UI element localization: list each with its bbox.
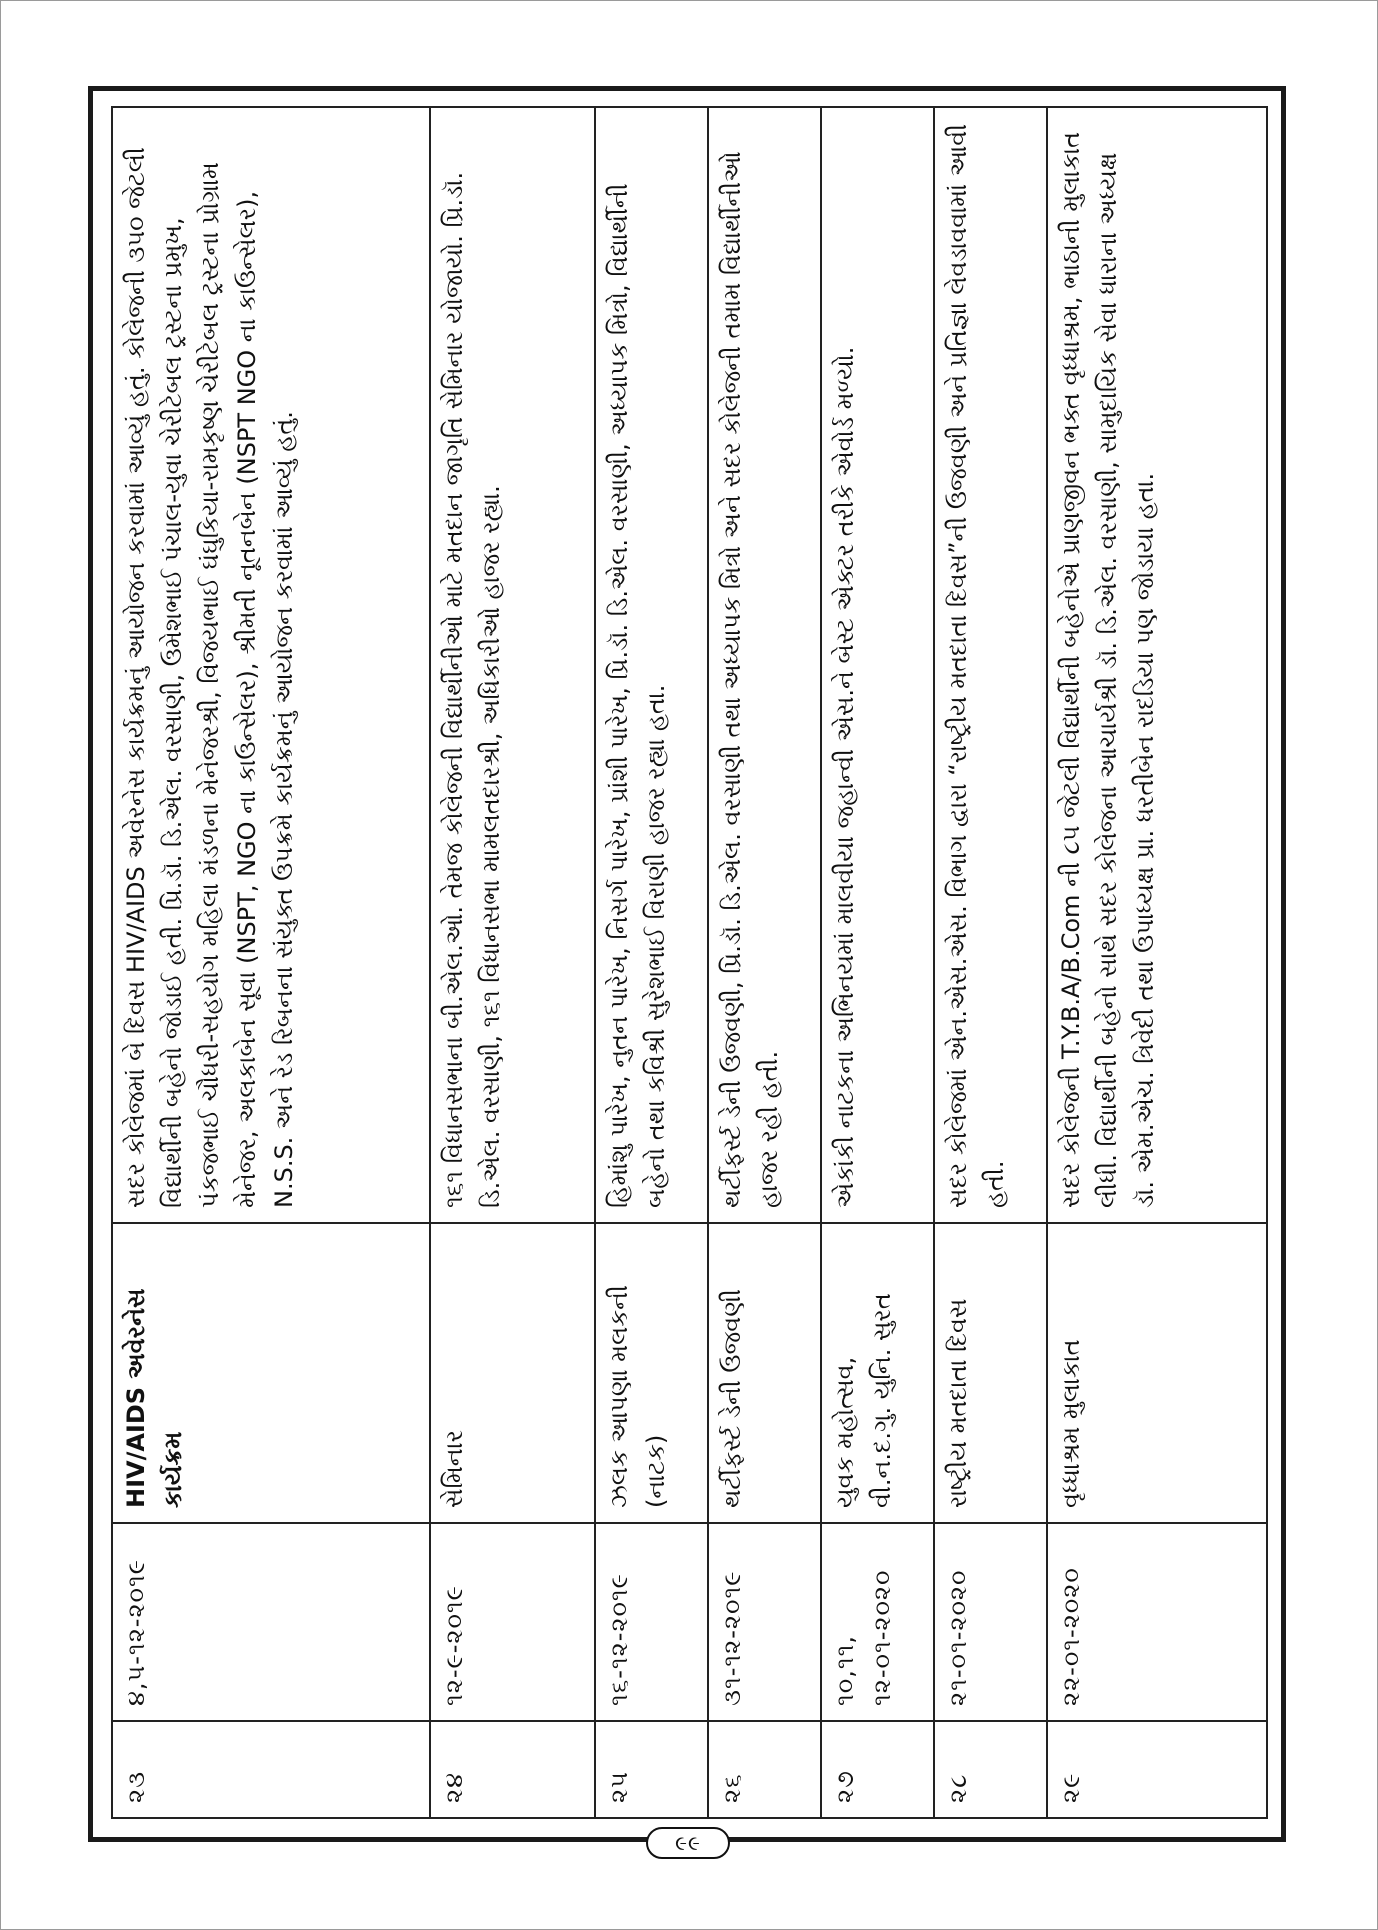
serial-number: ૨૯: [1047, 1721, 1267, 1818]
program-name-line: યુવક મહોત્સવ,: [831, 1356, 859, 1508]
table-row: [112, 107, 430, 1818]
event-date-line: ૧૦,૧૧,: [831, 1635, 859, 1706]
program-name: રાષ્ટ્રીય મતદાતા દિવસ: [934, 1223, 1047, 1523]
serial-number: ૨૬: [708, 1721, 821, 1818]
event-details: થર્ટીફર્સ્ટ ડેની ઉજવણી, પ્રિ.ડૉ. ડિ.એલ. વરસાણી તથા અધ્યાપક મિત્રો અને સદર કોલેજની તમામ વિદ્યાર્થીનીઓ હાજર રહી હતી.: [708, 107, 821, 1223]
serial-number: ૨૭: [821, 1721, 934, 1818]
program-name-text: HIV/AIDS અવેરનેસ કાર્યક્રમ: [122, 1288, 187, 1508]
serial-number: ૨૩: [112, 1721, 430, 1818]
table-row: [595, 107, 708, 1818]
event-details: હિમાંશુ પારેખ, નુતન પારેખ, નિસર્ગ પારેખ, પ્રાંશી પારેખ, પ્રિ.ડૉ. ડિ.એલ. વરસાણી, અધ્યાપક મિત્રો, વિદ્યાર્થીની બહેનો તથા કવિશ્રી સુરેશભાઈ વિરાણી હાજર રહ્યા હતા.: [595, 107, 708, 1223]
event-date: ૨૧-૦૧-૨૦૨૦: [934, 1523, 1047, 1721]
event-details: સદર કોલેજમાં બે દિવસ HIV/AIDS અવેરનેસ કાર્યક્રમનું આયોજન કરવામાં આવ્યું હતું. કોલેજની ૩૫૦ જેટલી વિદ્યાર્થીની બહેનો જોડાઈ હતી. પ્રિ.ડૉ. ડિ.એલ. વરસાણી, ઉમેશભાઈ પંચાલ-યુવા ચેરીટેબલ ટ્રસ્ટના પ્રમુખ, પંકજભાઈ ચૌધરી-સહયોગ મહિલા મંડળના મેનેજરશ્રી, વિજયભાઈ ઘંઘુકિયા-રામકૃષ્ણ ચેરીટેબલ ટ્રસ્ટના પ્રોગ્રામ મેનેજર, અલકાબેન સૂવા (NSPT, NGO ના કાઉન્સેલર), શ્રીમતી નૂતનબેન (NSPT NGO ના કાઉન્સેલર), N.S.S. અને રેડ રિબનના સંયુક્ત ઉપક્રમે કાર્યક્રમનું આયોજન કરવામાં આવ્યું હતું.: [112, 107, 430, 1223]
event-date: ૨૨-૦૧-૨૦૨૦: [1047, 1523, 1267, 1721]
event-details: ૧૬૧ વિધાનસભાના બી.એલ.ઓ. તેમજ કોલેજની વિદ્યાર્થીનીઓ માટે મતદાન જાગૃતિ સેમિનાર યોજાયો. પ્રિ.ડૉ. ડિ.એલ. વરસાણી, ૧૬૧ વિધાનસભા મામલતદારશ્રી, અધિકારીઓ હાજર રહ્યા.: [430, 107, 595, 1223]
serial-number: ૨૫: [595, 1721, 708, 1818]
event-date: ૪,૫-૧૨-૨૦૧૯: [112, 1523, 430, 1721]
program-name: ઝલક આપણા મલકની (નાટક): [595, 1223, 708, 1523]
serial-number: ૨૮: [934, 1721, 1047, 1818]
rotated-table-container: [111, 108, 1266, 1819]
table-row: [821, 107, 934, 1818]
program-name-line: વી.ન.દ.ગુ. યુનિ. સુરત: [868, 1293, 896, 1508]
program-name: [112, 1223, 430, 1523]
program-name: [821, 1223, 934, 1523]
event-date: [821, 1523, 934, 1721]
program-name: વૃધ્ધાશ્રમ મુલાકાત: [1047, 1223, 1267, 1523]
page-number: ૯૯: [646, 1827, 730, 1859]
table-row: [430, 107, 595, 1818]
activity-table: [111, 106, 1268, 1819]
event-date: ૧૬-૧૨-૨૦૧૯: [595, 1523, 708, 1721]
table-row: [708, 107, 821, 1818]
event-details: સદર કોલેજની T.Y.B.A/B.Com ની ૮૫ જેટલી વિદ્યાર્થીની બહેનોએ પ્રાણજીવન ભક્ત વૃધ્ધાશ્રમ, ભાઠાની મુલાકાત લીધી. વિદ્યાર્થીની બહેનો સાથે સદર કોલેજના આચાર્યશ્રી ડૉ. ડિ.એલ. વરસાણી, સામુદાયિક સેવા ધારાના અધ્યક્ષ ડૉ. એમ.એચ. ત્રિવેદી તથા ઉપાધ્યક્ષ પ્રા. ધરતીબેન રાદડિયા પણ જોડાયા હતા.: [1047, 107, 1267, 1223]
event-date: ૧૨-૯-૨૦૧૯: [430, 1523, 595, 1721]
program-name: થર્ટીફર્સ્ટ ડેની ઉજવણી: [708, 1223, 821, 1523]
table-row: [1047, 107, 1267, 1818]
event-details: એકાંકી નાટકના અભિનયમાં માલવીયા જહાન્વી એસ.ને બેસ્ટ એક્ટર તરીકે એવોર્ડ મળ્યો.: [821, 107, 934, 1223]
event-date: ૩૧-૧૨-૨૦૧૯: [708, 1523, 821, 1721]
serial-number: ૨૪: [430, 1721, 595, 1818]
event-date-line: ૧૨-૦૧-૨૦૨૦: [868, 1569, 896, 1706]
program-name: સેમિનાર: [430, 1223, 595, 1523]
table-row: [934, 107, 1047, 1818]
event-details: સદર કોલેજમાં એન.એસ.એસ. વિભાગ દ્વારા “રાષ્ટ્રીય મતદાતા દિવસ”ની ઉજવણી અને પ્રતિજ્ઞા લેવડાવવામાં આવી હતી.: [934, 107, 1047, 1223]
